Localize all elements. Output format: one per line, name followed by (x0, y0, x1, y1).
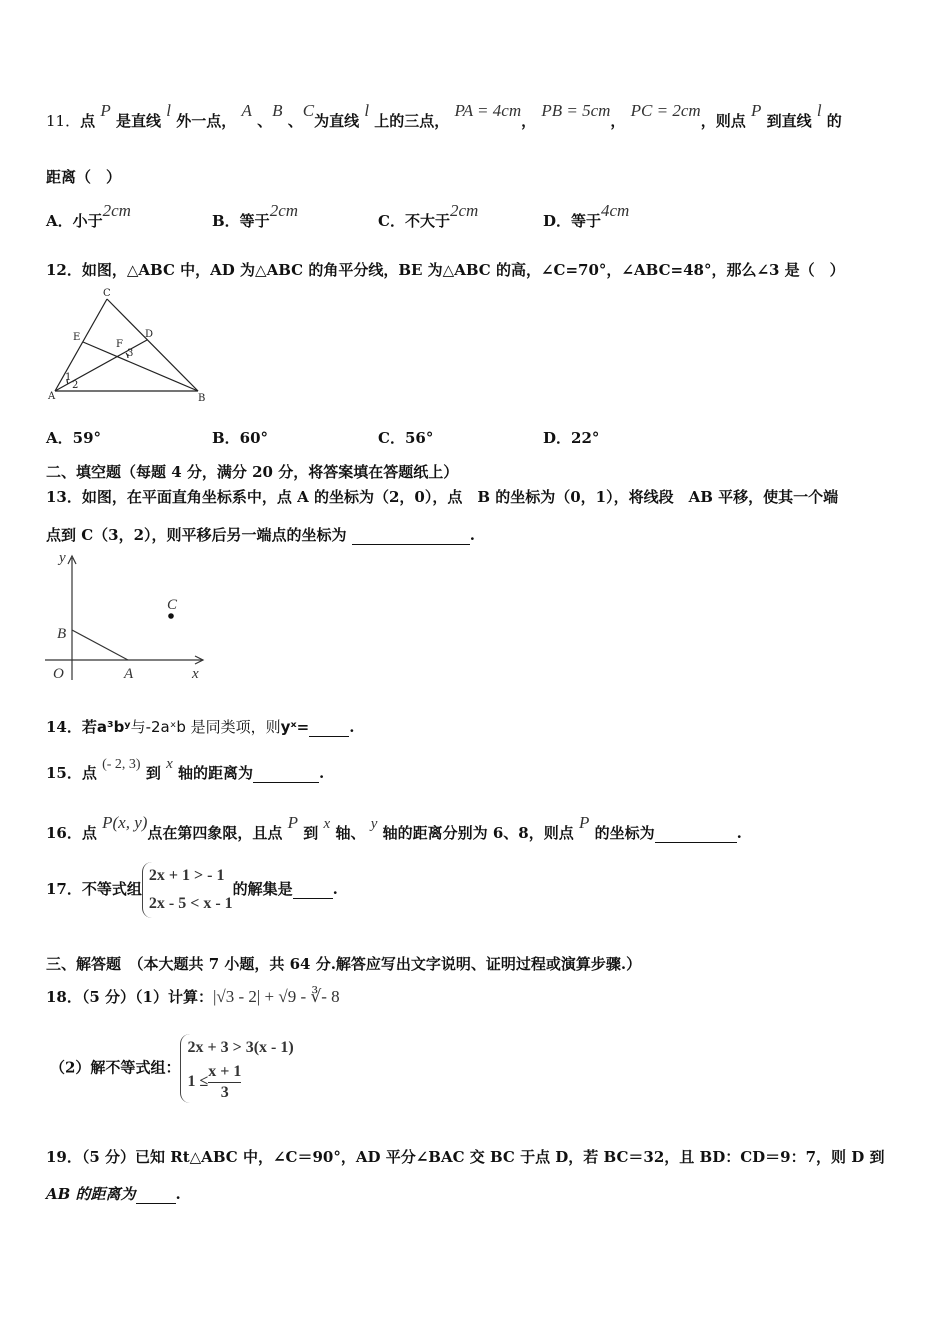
q14-expr: a³bʸ (96, 718, 131, 736)
math-PB: PB = 5cm (541, 101, 611, 120)
q11-number: 11． (46, 112, 81, 130)
q13-coordinate-figure (40, 548, 215, 688)
label-c: C (103, 288, 111, 299)
math-P: P (100, 101, 111, 120)
q11-line1: 11．点 P 是直线 l 外一点， A 、B 、C为直线 l 上的三点， PA = 4cm， PB = 5cm， PC = 2cm，则点 P 到直线 l 的 (46, 101, 842, 130)
q16: 16．点 P(x, y)点在第四象限，且点 P 到 x 轴、 y 轴的距离分别为 6、8，则点 P 的坐标为 . (46, 813, 742, 842)
q17: 17．不等式组 2x + 1 > - 1 2x - 5 < x - 1 的解集是 . (46, 862, 338, 918)
label-o: O (53, 666, 64, 682)
math-B: B (272, 101, 283, 120)
q12-triangle-figure (40, 285, 220, 410)
q13-line2: 点到 C（3，2），则平移后另一端点的坐标为 . (46, 526, 476, 544)
label-y: y (59, 550, 66, 566)
q18-part2: （2）解不等式组： 2x + 3 > 3(x - 1) 1 ≤ $\frac{x + 1}{3}$ (50, 1034, 294, 1103)
section-3-heading: 三、解答题 （本大题共 7 小题，共 64 分.解答应写出文字说明、证明过程或演算步骤.） (46, 955, 642, 973)
label-3: 3 (127, 348, 134, 359)
label-a: A (48, 391, 56, 402)
q15: 15．点 (- 2, 3) 到 x 轴的距离为 . (46, 756, 325, 782)
math-l: l (166, 101, 171, 120)
label-a: A (124, 666, 134, 682)
segment-ab (72, 630, 128, 660)
point-c (168, 613, 174, 619)
q14-expr2: yˣ (280, 718, 297, 736)
q11-option-a[interactable]: A．小于2cm (46, 201, 131, 230)
q16-point: P(x, y) (102, 813, 148, 832)
q17-inequality-system: 2x + 1 > - 1 2x - 5 < x - 1 (142, 862, 233, 918)
q12-option-b[interactable]: B．60° (212, 429, 269, 447)
label-d: D (145, 329, 154, 340)
math-l-2: l (364, 101, 370, 120)
q16-answer-blank[interactable] (655, 824, 737, 843)
math-PC: PC = 2cm (630, 101, 701, 120)
q14: 14．若a³bʸ与-2aˣb 是同类项，则yˣ= . (46, 718, 355, 736)
q18-part1: 18．（5 分）（1）计算：|√3 - 2| + √9 - ∛- 8 (46, 987, 340, 1006)
q19-answer-blank[interactable] (136, 1185, 176, 1204)
math-x: x (166, 756, 173, 772)
label-1: 1 (65, 372, 72, 383)
q11-line2: 距离（ ） (46, 168, 122, 186)
q19-line2: AB 的距离为 . (46, 1185, 181, 1203)
q12-option-d[interactable]: D．22° (543, 429, 600, 447)
label-f: F (116, 339, 123, 350)
label-b: B (198, 393, 206, 404)
math-x: x (323, 816, 331, 832)
q18-inequality-system: 2x + 3 > 3(x - 1) 1 ≤ $\frac{x + 1}{3}$ (180, 1034, 293, 1103)
math-l-3: l (816, 101, 822, 120)
label-e: E (73, 332, 81, 343)
q19-line1: 19．（5 分）已知 Rt△ABC 中，∠C＝90°，AD 平分∠BAC 交 BC 于点 D，若 BC＝32，且 BD：CD＝9：7，则 D 到 (46, 1148, 885, 1166)
q13-answer-blank[interactable] (352, 526, 470, 545)
q18-expression: |√3 - 2| + √9 - ∛- 8 (212, 987, 340, 1006)
q13-line1: 13．如图，在平面直角坐标系中，点 A 的坐标为（2，0），点 B 的坐标为（0，1），将线段 AB 平移，使其一个端 (46, 488, 839, 506)
q11-option-d[interactable]: D．等于4cm (543, 201, 630, 230)
q18-fraction: $\frac{x + 1}{3}$ (208, 1063, 242, 1101)
q15-point: (- 2, 3) (102, 757, 141, 772)
q17-answer-blank[interactable] (293, 880, 333, 899)
q11-option-c[interactable]: C．不大于2cm (378, 201, 479, 230)
section-2-heading: 二、填空题（每题 4 分，满分 20 分，将答案填在答题纸上） (46, 463, 459, 481)
math-y: y (370, 816, 378, 832)
math-P: P (287, 813, 299, 832)
math-P-2: P (750, 101, 762, 120)
q11-option-b[interactable]: B．等于2cm (212, 201, 299, 230)
math-P-2: P (578, 813, 590, 832)
label-c: C (167, 597, 178, 613)
q12-option-a[interactable]: A．59° (46, 429, 102, 447)
q12-text: 12．如图，△ABC 中，AD 为△ABC 的角平分线，BE 为△ABC 的高，∠C=70°，∠ABC=48°，那么∠3 是（ ） (46, 261, 845, 279)
q14-answer-blank[interactable] (309, 718, 349, 737)
q12-option-c[interactable]: C．56° (378, 429, 434, 447)
label-x: x (192, 666, 199, 682)
math-PA: PA = 4cm (454, 101, 522, 120)
label-b: B (57, 626, 67, 642)
q15-answer-blank[interactable] (253, 764, 319, 783)
label-2: 2 (72, 380, 79, 391)
math-C: C (302, 101, 315, 120)
math-A: A (241, 101, 252, 120)
